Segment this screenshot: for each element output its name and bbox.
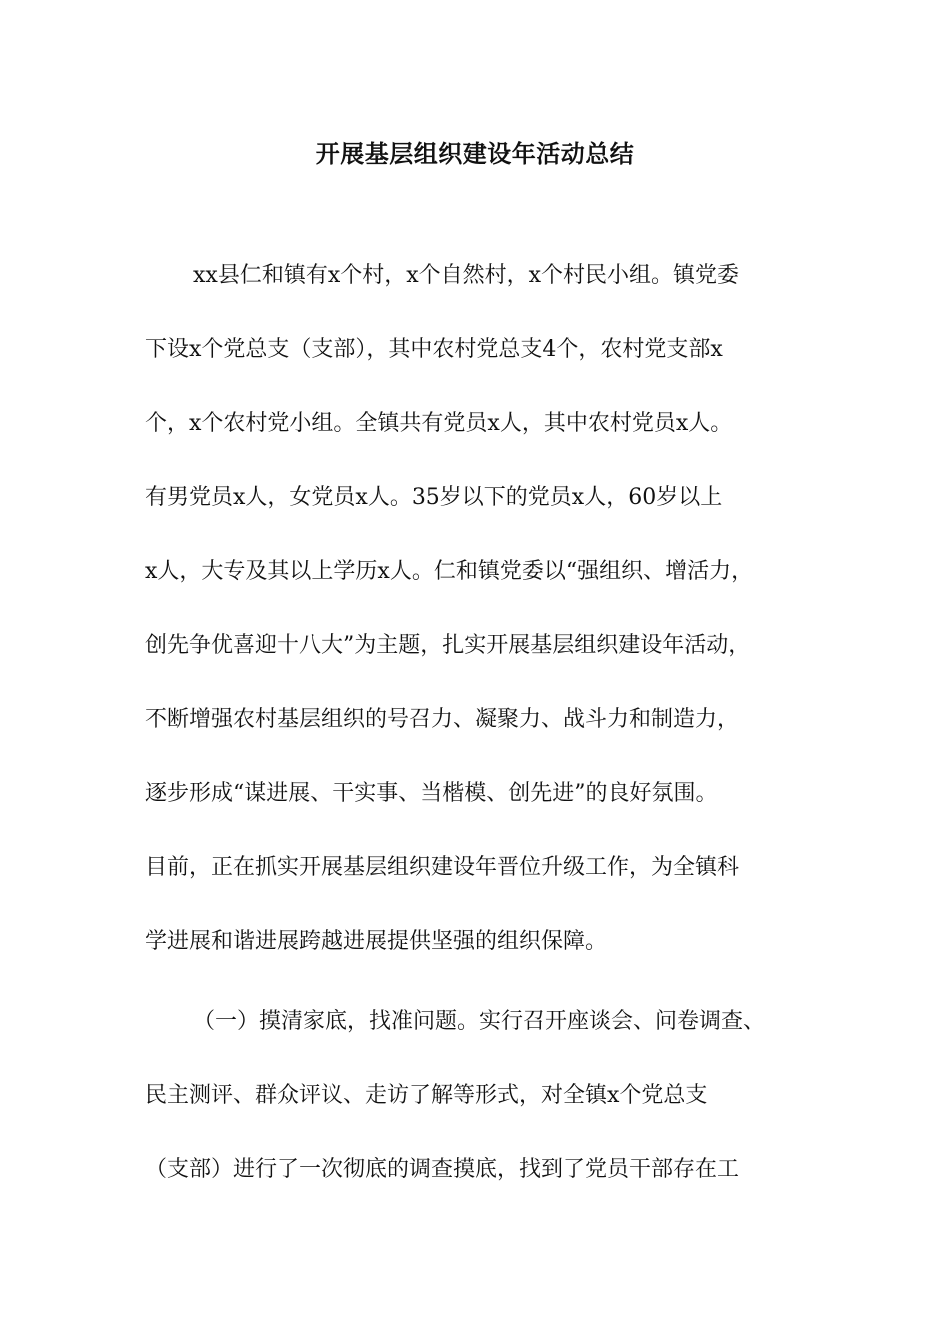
paragraph-2-line-3: （支部）进行了一次彻底的调查摸底，找到了党员干部存在工 <box>145 1157 740 1182</box>
paragraph-1-line-6: 创先争优喜迎十八大”为主题，扎实开展基层组织建设年活动， <box>145 633 751 658</box>
paragraph-2-line-1: （一）摸清家底，找准问题。实行召开座谈会、问卷调查、 <box>193 1009 766 1034</box>
document-title: 开展基层组织建设年活动总结 <box>315 139 635 168</box>
paragraph-1-line-1: xx县仁和镇有x个村，x个自然村，x个村民小组。镇党委 <box>193 263 740 288</box>
paragraph-1-line-4: 有男党员x人，女党员x人。35岁以下的党员x人，60岁以上 <box>145 485 723 510</box>
paragraph-1-line-8: 逐步形成“谋进展、干实事、当楷模、创先进”的良好氛围。 <box>145 781 718 806</box>
paragraph-1-line-5: x人，大专及其以上学历x人。仁和镇党委以“强组织、增活力， <box>145 559 754 584</box>
paragraph-2-line-2: 民主测评、群众评议、走访了解等形式，对全镇x个党总支 <box>145 1083 708 1108</box>
paragraph-1-line-9: 目前，正在抓实开展基层组织建设年晋位升级工作，为全镇科 <box>145 855 740 880</box>
paragraph-1-line-2: 下设x个党总支（支部），其中农村党总支4个，农村党支部x <box>145 337 723 362</box>
paragraph-1-line-7: 不断增强农村基层组织的号召力、凝聚力、战斗力和制造力， <box>145 707 740 732</box>
paragraph-1-line-3: 个，x个农村党小组。全镇共有党员x人，其中农村党员x人。 <box>145 411 733 436</box>
paragraph-1-line-10: 学进展和谐进展跨越进展提供坚强的组织保障。 <box>145 929 608 954</box>
